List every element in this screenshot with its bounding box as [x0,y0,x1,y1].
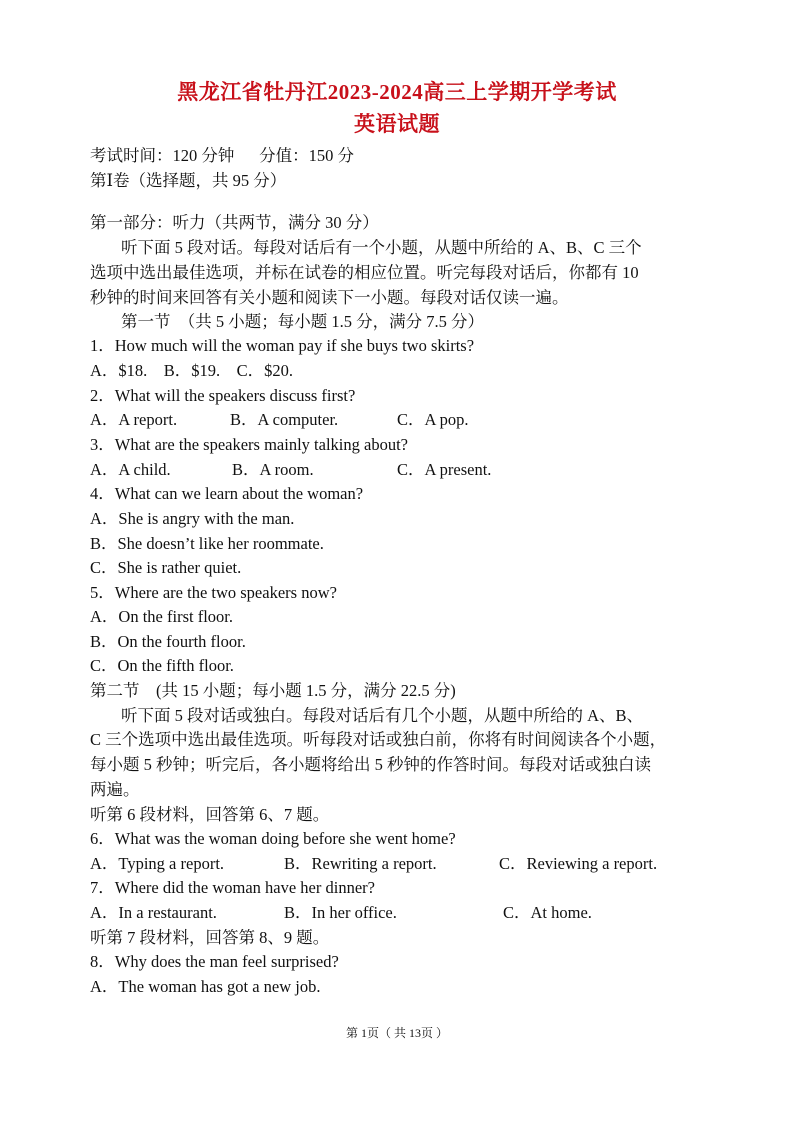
exam-title: 黑龙江省牡丹江2023-2024高三上学期开学考试 [177,80,617,104]
question-5: 5．Where are the two speakers now? [90,583,337,602]
question-3-option-a: A．A child. [90,460,171,479]
question-6-option-c: C．Reviewing a report. [499,854,658,873]
question-4-option-b: B．She doesn’t like her roommate. [90,534,324,553]
section2-heading: 第二节 (共 15 小题；每小题 1.5 分，满分 22.5 分) [90,681,456,700]
question-8: 8．Why does the man feel surprised? [90,952,339,971]
material-6-heading: 听第 6 段材料，回答第 6、7 题。 [90,805,330,824]
question-7-option-b: B．In her office. [284,903,397,922]
question-3-option-c: C．A present. [397,460,492,479]
question-4-option-c: C．She is rather quiet. [90,558,242,577]
question-2-option-a: A．A report. [90,410,178,429]
question-2: 2．What will the speakers discuss first? [90,386,356,405]
question-2-option-b: B．A computer. [230,410,339,429]
question-3-option-b: B．A room. [232,460,314,479]
part1-heading: 第一部分：听力（共两节，满分 30 分） [90,213,379,232]
question-7-option-a: A．In a restaurant. [90,903,217,922]
question-2-option-c: C．A pop. [397,410,469,429]
section2-instructions-line3: 每小题 5 秒钟；听完后，各小题将给出 5 秒钟的作答时间。每段对话或独白读 [90,755,651,774]
part1-instructions-line1: 听下面 5 段对话。每段对话后有一个小题，从题中所给的 A、B、C 三个 [121,238,642,257]
question-8-option-a: A．The woman has got a new job. [90,977,321,996]
question-5-option-b: B．On the fourth floor. [90,632,246,651]
volume-heading: 第Ⅰ卷（选择题，共 95 分） [90,171,287,190]
question-1: 1．How much will the woman pay if she buys two skirts? [90,336,475,355]
question-5-option-a: A．On the first floor. [90,607,233,626]
part1-instructions-line2: 选项中选出最佳选项，并标在试卷的相应位置。听完每段对话后，你都有 10 [90,263,639,282]
section2-instructions-line4: 两遍。 [90,780,140,799]
question-4-option-a: A．She is angry with the man. [90,509,295,528]
question-5-option-c: C．On the fifth floor. [90,656,234,675]
section2-instructions-line2: C 三个选项中选出最佳选项。听每段对话或独白前，你将有时间阅读各个小题， [90,730,667,749]
question-1-options: A．$18. B．$19. C．$20. [90,361,294,380]
question-6-option-a: A．Typing a report. [90,854,225,873]
exam-info: 考试时间：120 分钟 分值：150 分 [90,146,354,165]
part1-instructions-line3: 秒钟的时间来回答有关小题和阅读下一小题。每段对话仅读一遍。 [90,288,569,307]
section1-heading: 第一节 （共 5 小题；每小题 1.5 分，满分 7.5 分） [121,312,484,331]
question-4: 4．What can we learn about the woman? [90,484,364,503]
question-6-option-b: B．Rewriting a report. [284,854,437,873]
material-7-heading: 听第 7 段材料，回答第 8、9 题。 [90,928,330,947]
question-7-option-c: C．At home. [503,903,592,922]
section2-instructions-line1: 听下面 5 段对话或独白。每段对话后有几个小题，从题中所给的 A、B、 [121,706,644,725]
question-6: 6．What was the woman doing before she went home? [90,829,456,848]
exam-subtitle: 英语试题 [354,112,440,136]
question-3: 3．What are the speakers mainly talking about? [90,435,408,454]
question-7: 7．Where did the woman have her dinner? [90,878,375,897]
page-footer: 第 1页（ 共 13页 ） [345,1026,448,1040]
